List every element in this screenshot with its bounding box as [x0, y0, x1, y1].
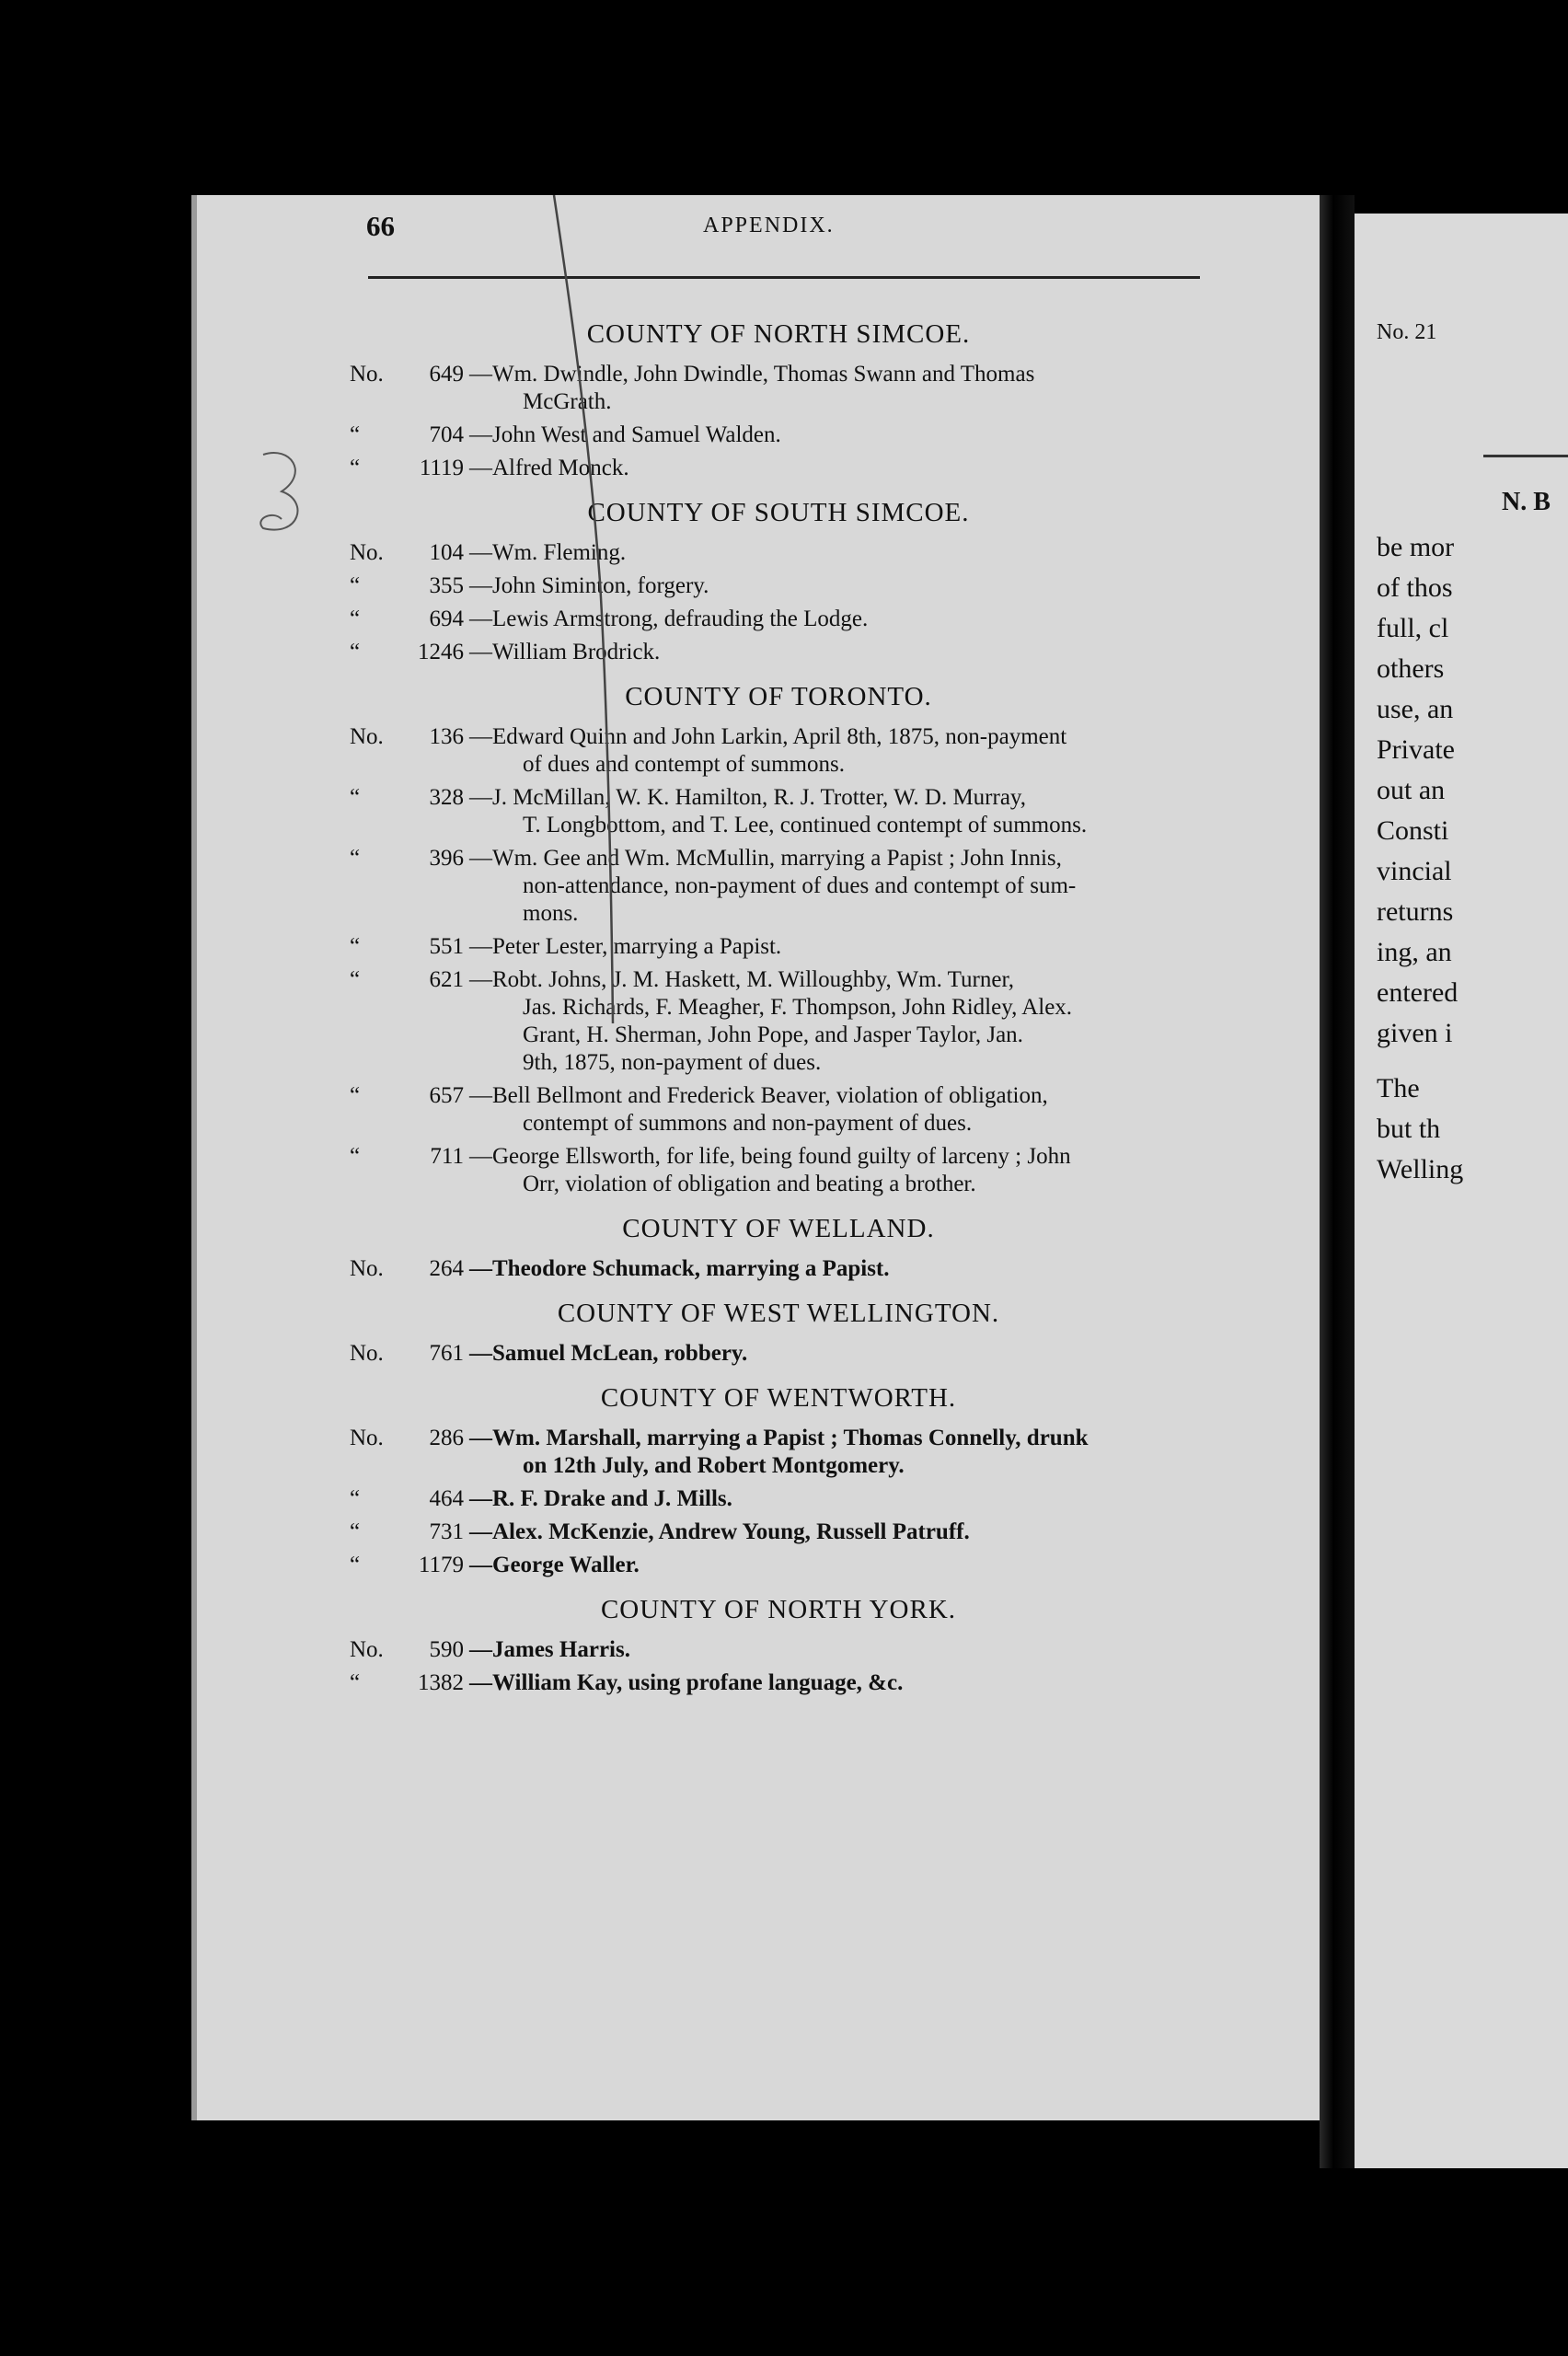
entry-line: T. Longbottom, and T. Lee, continued contempt of summons. [523, 813, 1088, 837]
lodge-number: 136 [429, 724, 464, 749]
entry-line: —John Siminton, forgery. [469, 573, 709, 598]
entry-line: 9th, 1875, non-payment of dues. [523, 1050, 822, 1075]
entry-line: —Alfred Monck. [469, 456, 629, 480]
right-page-fragment: out an [1377, 775, 1446, 805]
lodge-number: 657 [429, 1083, 464, 1108]
lodge-number: 621 [429, 967, 464, 992]
lodge-number: 1382 [418, 1670, 464, 1695]
list-item [350, 1485, 1207, 1513]
lodge-number: 464 [429, 1486, 464, 1511]
entry-text [467, 1143, 1207, 1198]
entry-line: —Wm. Marshall, marrying a Papist ; Thomas Connelly, drunk [469, 1426, 1089, 1450]
entry-line: —R. F. Drake and J. Mills. [469, 1486, 732, 1511]
entry-line: —Bell Bellmont and Frederick Beaver, violation of obligation, [469, 1083, 1048, 1108]
entry-line: —Lewis Armstrong, defrauding the Lodge. [469, 606, 869, 631]
right-page-fragment: of thos [1377, 572, 1453, 603]
margin-scribble-mark [254, 445, 318, 547]
list-item [350, 606, 1207, 633]
entry-prefix: “ [350, 640, 361, 664]
list-item [350, 845, 1207, 928]
entry-text [467, 1255, 1207, 1283]
county-heading: COUNTY OF NORTH SIMCOE. [586, 319, 971, 349]
entry-line: McGrath. [523, 389, 612, 414]
lodge-number: 328 [429, 785, 464, 810]
entry-line: —J. McMillan, W. K. Hamilton, R. J. Trotter, W. D. Murray, [469, 785, 1027, 810]
list-item [350, 933, 1207, 961]
lodge-number: 694 [429, 606, 464, 631]
list-item [350, 539, 1207, 567]
lodge-number: 104 [429, 540, 464, 565]
lodge-number: 761 [429, 1341, 464, 1366]
right-page-fragment: No. 21 [1377, 320, 1437, 344]
page-title: APPENDIX. [703, 214, 835, 237]
entry-prefix: “ [350, 934, 361, 959]
entry-line: —Wm. Dwindle, John Dwindle, Thomas Swann and Thomas [469, 362, 1035, 387]
book-gutter [1320, 195, 1355, 2168]
entry-text [467, 1340, 1207, 1368]
entry-line: on 12th July, and Robert Montgomery. [523, 1453, 905, 1478]
entry-line: non-attendance, non-payment of dues and contempt of sum- [523, 873, 1077, 898]
entry-line: Grant, H. Sherman, John Pope, and Jasper Taylor, Jan. [523, 1022, 1023, 1047]
entry-prefix: “ [350, 1553, 361, 1577]
pencil-line-mark [552, 195, 617, 1023]
entry-line: —James Harris. [469, 1637, 630, 1662]
running-head [191, 210, 1320, 247]
entry-line: —Wm. Fleming. [469, 540, 627, 565]
entry-line: —George Ellsworth, for life, being found guilty of larceny ; John [469, 1144, 1071, 1169]
list-item [350, 361, 1207, 416]
lodge-number: 355 [429, 573, 464, 598]
right-page-fragment: others [1377, 653, 1445, 684]
entry-prefix: “ [350, 606, 361, 631]
entry-line: —Alex. McKenzie, Andrew Young, Russell Patruff. [469, 1519, 970, 1544]
list-item [350, 422, 1207, 449]
entry-text [467, 1425, 1207, 1480]
entry-text [467, 1636, 1207, 1664]
right-page-fragment: be mor [1377, 532, 1455, 562]
entry-prefix: “ [350, 1144, 361, 1169]
list-item [350, 1519, 1207, 1546]
entry-line: —George Waller. [469, 1553, 640, 1577]
entry-line: —Samuel McLean, robbery. [469, 1341, 748, 1366]
lodge-number: 1246 [418, 640, 464, 664]
right-page-rule [1483, 455, 1568, 457]
list-item [350, 1636, 1207, 1664]
list-item [350, 455, 1207, 482]
list-item [350, 572, 1207, 600]
list-item [350, 723, 1207, 779]
list-item [350, 1255, 1207, 1283]
entry-prefix: “ [350, 456, 361, 480]
county-heading: COUNTY OF WELLAND. [622, 1214, 935, 1243]
county-heading: COUNTY OF SOUTH SIMCOE. [587, 498, 970, 527]
entry-prefix: “ [350, 1083, 361, 1108]
entry-line: —Edward Quinn and John Larkin, April 8th, 1875, non-payment [469, 724, 1067, 749]
right-page-fragment: Consti [1377, 815, 1449, 846]
right-page-fragment: given i [1377, 1018, 1453, 1048]
entry-prefix: No. [350, 362, 384, 387]
list-item [350, 966, 1207, 1077]
right-page-fragment: Welling [1377, 1154, 1464, 1184]
lodge-number: 649 [429, 362, 464, 387]
entry-prefix: “ [350, 573, 361, 598]
list-item [350, 639, 1207, 666]
entry-line: —Theodore Schumack, marrying a Papist. [469, 1256, 890, 1281]
entry-prefix: “ [350, 967, 361, 992]
county-heading: COUNTY OF TORONTO. [625, 682, 932, 711]
entry-line: —William Brodrick. [469, 640, 661, 664]
right-page-fragment: Private [1377, 734, 1455, 765]
page-number: 66 [366, 210, 395, 242]
entry-text [467, 1669, 1207, 1697]
entry-line: —Peter Lester, marrying a Papist. [469, 934, 782, 959]
entry-line: of dues and contempt of summons. [523, 752, 845, 777]
entry-line: —Wm. Gee and Wm. McMullin, marrying a Papist ; John Innis, [469, 846, 1062, 871]
entry-prefix: No. [350, 1426, 384, 1450]
entry-prefix: “ [350, 785, 361, 810]
lodge-number: 731 [429, 1519, 464, 1544]
entry-line: —Robt. Johns, J. M. Haskett, M. Willoughby, Wm. Turner, [469, 967, 1015, 992]
right-page-fragment: but th [1377, 1114, 1441, 1144]
list-item [350, 1082, 1207, 1138]
appendix-list [350, 304, 1207, 1703]
right-page-fragment: full, cl [1377, 613, 1449, 643]
entry-prefix: No. [350, 724, 384, 749]
right-page-fragment: entered [1377, 977, 1458, 1008]
county-heading: COUNTY OF NORTH YORK. [600, 1595, 957, 1624]
lodge-number: 1179 [418, 1553, 464, 1577]
entry-line: Orr, violation of obligation and beating a brother. [523, 1172, 976, 1196]
lodge-number: 396 [429, 846, 464, 871]
right-page-fragment: N. B [1502, 488, 1551, 516]
list-item [350, 1425, 1207, 1480]
list-item [350, 1669, 1207, 1697]
lodge-number: 704 [429, 422, 464, 447]
right-page-fragment: use, an [1377, 694, 1454, 724]
list-item [350, 1340, 1207, 1368]
lodge-number: 1119 [419, 456, 464, 480]
entry-prefix: No. [350, 1256, 384, 1281]
entry-text [467, 1519, 1207, 1546]
entry-line: contempt of summons and non-payment of dues. [523, 1111, 973, 1136]
entry-text [467, 1082, 1207, 1138]
county-heading: COUNTY OF WEST WELLINGTON. [557, 1299, 1000, 1328]
right-page-fragment: ing, an [1377, 937, 1452, 967]
lodge-number: 711 [430, 1144, 464, 1169]
list-item [350, 784, 1207, 839]
list-item [350, 1552, 1207, 1579]
lodge-number: 590 [429, 1637, 464, 1662]
entry-text [467, 1552, 1207, 1579]
lodge-number: 551 [429, 934, 464, 959]
entry-prefix: “ [350, 846, 361, 871]
right-page-fragment: The [1377, 1073, 1420, 1103]
entry-prefix: No. [350, 1341, 384, 1366]
entry-prefix: No. [350, 540, 384, 565]
entry-line: —William Kay, using profane language, &c. [469, 1670, 904, 1695]
entry-text [467, 1485, 1207, 1513]
entry-line: —John West and Samuel Walden. [469, 422, 781, 447]
entry-line: mons. [523, 901, 579, 926]
county-heading: COUNTY OF WENTWORTH. [600, 1383, 957, 1413]
entry-prefix: “ [350, 1519, 361, 1544]
entry-prefix: “ [350, 1670, 361, 1695]
header-rule [368, 276, 1200, 279]
entry-prefix: “ [350, 422, 361, 447]
list-item [350, 1143, 1207, 1198]
right-page-fragment: returns [1377, 896, 1454, 927]
right-page-fragment: vincial [1377, 856, 1452, 886]
book-page-right [1355, 214, 1568, 2168]
entry-line: Jas. Richards, F. Meagher, F. Thompson, John Ridley, Alex. [523, 995, 1073, 1020]
entry-prefix: No. [350, 1637, 384, 1662]
entry-prefix: “ [350, 1486, 361, 1511]
lodge-number: 264 [429, 1256, 464, 1281]
lodge-number: 286 [429, 1426, 464, 1450]
